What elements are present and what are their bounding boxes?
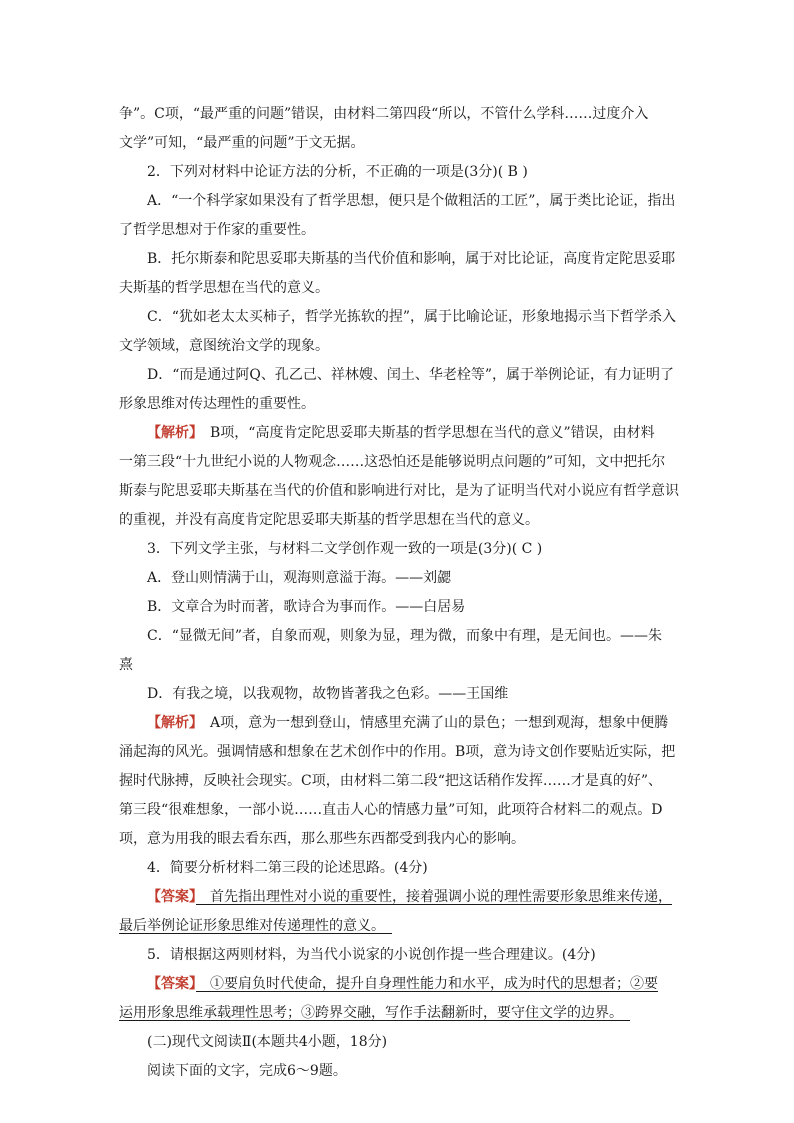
- text-line: [119, 245, 681, 274]
- body-text: (二)现代文阅读Ⅱ(本题共4小题，18分): [147, 1034, 388, 1050]
- body-text: 握时代脉搏，反映社会现实。C项，由材料二第二段“把这话稍作发挥……才是真的好”、: [119, 773, 663, 789]
- text-paragraph: [119, 187, 681, 245]
- text-line: [119, 274, 681, 303]
- annotation-paragraph: [119, 419, 681, 535]
- body-text: B项，“高度肯定陀思妥耶夫斯基的哲学思想在当代的意义”错误，由材料: [196, 425, 655, 441]
- text-line: [119, 999, 681, 1028]
- text-line: [119, 941, 681, 970]
- text-line: [119, 651, 681, 680]
- label-tag: 【解析】: [147, 425, 196, 441]
- body-text: C．“犹如老太太买柿子，哲学光拣软的捏”，属于比喻论证，形象地揭示当下哲学杀入: [147, 309, 677, 325]
- text-paragraph: [119, 361, 681, 419]
- body-text: 第三段“很难想象，一部小说……直击人心的情感力量”可知，此项符合材料二的观点。D: [119, 802, 663, 818]
- text-paragraph: [119, 158, 681, 187]
- body-text: A．登山则情满于山，观海则意溢于海。——刘勰: [147, 570, 452, 586]
- body-text: 形象思维对传达理性的重要性。: [119, 396, 315, 412]
- text-line: [119, 854, 681, 883]
- text-paragraph: [119, 564, 681, 593]
- text-line: [119, 796, 681, 825]
- text-paragraph: [119, 100, 681, 158]
- text-paragraph: [119, 535, 681, 564]
- text-line: [119, 593, 681, 622]
- text-line: [119, 506, 681, 535]
- text-line: [119, 129, 681, 158]
- text-paragraph: [119, 245, 681, 303]
- text-line: [119, 303, 681, 332]
- body-text: 的重视，并没有高度肯定陀思妥耶夫斯基的哲学思想在当代的意义。: [119, 512, 539, 528]
- label-tag: 【解析】: [147, 715, 196, 731]
- text-line: [119, 767, 681, 796]
- text-line: [119, 622, 681, 651]
- text-line: [119, 883, 681, 912]
- text-line: [119, 825, 681, 854]
- body-text: B．文章合为时而著，歌诗合为事而作。——白居易: [147, 599, 466, 615]
- text-paragraph: [119, 1028, 681, 1057]
- text-line: [119, 564, 681, 593]
- text-paragraph: [119, 941, 681, 970]
- body-text: A项，意为一想到登山，情感里充满了山的景色；一想到观海，想象中便腾: [196, 715, 669, 731]
- text-line: [119, 158, 681, 187]
- text-line: [119, 912, 681, 941]
- body-text: D．“而是通过阿Q、孔乙己、祥林嫂、闰土、华老栓等”，属于举例论证，有力证明了: [147, 367, 675, 383]
- text-line: [119, 100, 681, 129]
- text-line: [119, 216, 681, 245]
- text-line: [119, 477, 681, 506]
- body-text: 文学领域，意图统治文学的现象。: [119, 338, 329, 354]
- text-paragraph: [119, 303, 681, 361]
- text-line: [119, 970, 681, 999]
- text-line: [119, 709, 681, 738]
- body-text: D．有我之境，以我观物，故物皆著我之色彩。——王国维: [147, 686, 509, 702]
- text-paragraph: [119, 680, 681, 709]
- text-line: [119, 1028, 681, 1057]
- annotation-paragraph: [119, 883, 681, 941]
- text-line: [119, 448, 681, 477]
- text-paragraph: [119, 1057, 681, 1086]
- answer-text: 最后举例论证形象思维对传递理性的意义。: [119, 918, 392, 934]
- body-text: 5．请根据这两则材料，为当代小说家的小说创作提一些合理建议。(4分): [147, 947, 596, 963]
- annotation-paragraph: [119, 970, 681, 1028]
- text-line: [119, 361, 681, 390]
- answer-text: 首先指出理性对小说的重要性，接着强调小说的理性需要形象思维来传递，: [196, 889, 672, 905]
- text-line: [119, 332, 681, 361]
- text-line: [119, 1057, 681, 1086]
- text-line: [119, 738, 681, 767]
- body-text: 阅读下面的文字，完成6～9题。: [147, 1063, 347, 1079]
- text-paragraph: [119, 593, 681, 622]
- body-text: 熹: [119, 657, 133, 673]
- body-text: B．托尔斯泰和陀思妥耶夫斯基的当代价值和影响，属于对比论证，高度肯定陀思妥耶: [147, 251, 676, 267]
- text-paragraph: [119, 854, 681, 883]
- body-text: 文学”可知，“最严重的问题”于文无据。: [119, 135, 365, 151]
- text-line: [119, 390, 681, 419]
- document-page: [119, 100, 681, 1086]
- label-tag: 【答案】: [147, 889, 196, 905]
- body-text: C．“显微无间”者，自象而观，则象为显，理为微，而象中有理，是无间也。——朱: [147, 628, 663, 644]
- body-text: 了哲学思想对于作家的重要性。: [119, 222, 315, 238]
- text-line: [119, 419, 681, 448]
- body-text: 4．简要分析材料二第三段的论述思路。(4分): [147, 860, 428, 876]
- body-text: A．“一个科学家如果没有了哲学思想，便只是个做粗活的工匠”，属于类比论证，指出: [147, 193, 676, 209]
- text-line: [119, 535, 681, 564]
- body-text: 争”。C项，“最严重的问题”错误，由材料二第四段“所以，不管什么学科……过度介入: [119, 106, 649, 122]
- answer-text: ①要肩负时代使命，提升自身理性能力和水平，成为时代的思想者；②要: [196, 976, 658, 992]
- body-text: 3．下列文学主张，与材料二文学创作观一致的一项是(3分)( C ): [147, 541, 543, 557]
- body-text: 2．下列对材料中论证方法的分析，不正确的一项是(3分)( B ): [147, 164, 528, 180]
- text-line: [119, 680, 681, 709]
- body-text: 涌起海的风光。强调情感和想象在艺术创作中的作用。B项，意为诗文创作要贴近实际，把: [119, 744, 676, 760]
- body-text: 一第三段“十九世纪小说的人物观念……这恐怕还是能够说明点问题的”可知，文中把托尔: [119, 454, 666, 470]
- text-line: [119, 187, 681, 216]
- body-text: 夫斯基的哲学思想在当代的意义。: [119, 280, 329, 296]
- body-text: 斯泰与陀思妥耶夫斯基在当代的价值和影响进行对比，是为了证明当代对小说应有哲学意识: [119, 483, 679, 499]
- body-text: 项，意为用我的眼去看东西，那么那些东西都受到我内心的影响。: [119, 831, 525, 847]
- answer-text: 运用形象思维承载理性思考；③跨界交融，写作手法翻新时，要守住文学的边界。: [119, 1005, 630, 1021]
- text-paragraph: [119, 622, 681, 680]
- label-tag: 【答案】: [147, 976, 196, 992]
- annotation-paragraph: [119, 709, 681, 854]
